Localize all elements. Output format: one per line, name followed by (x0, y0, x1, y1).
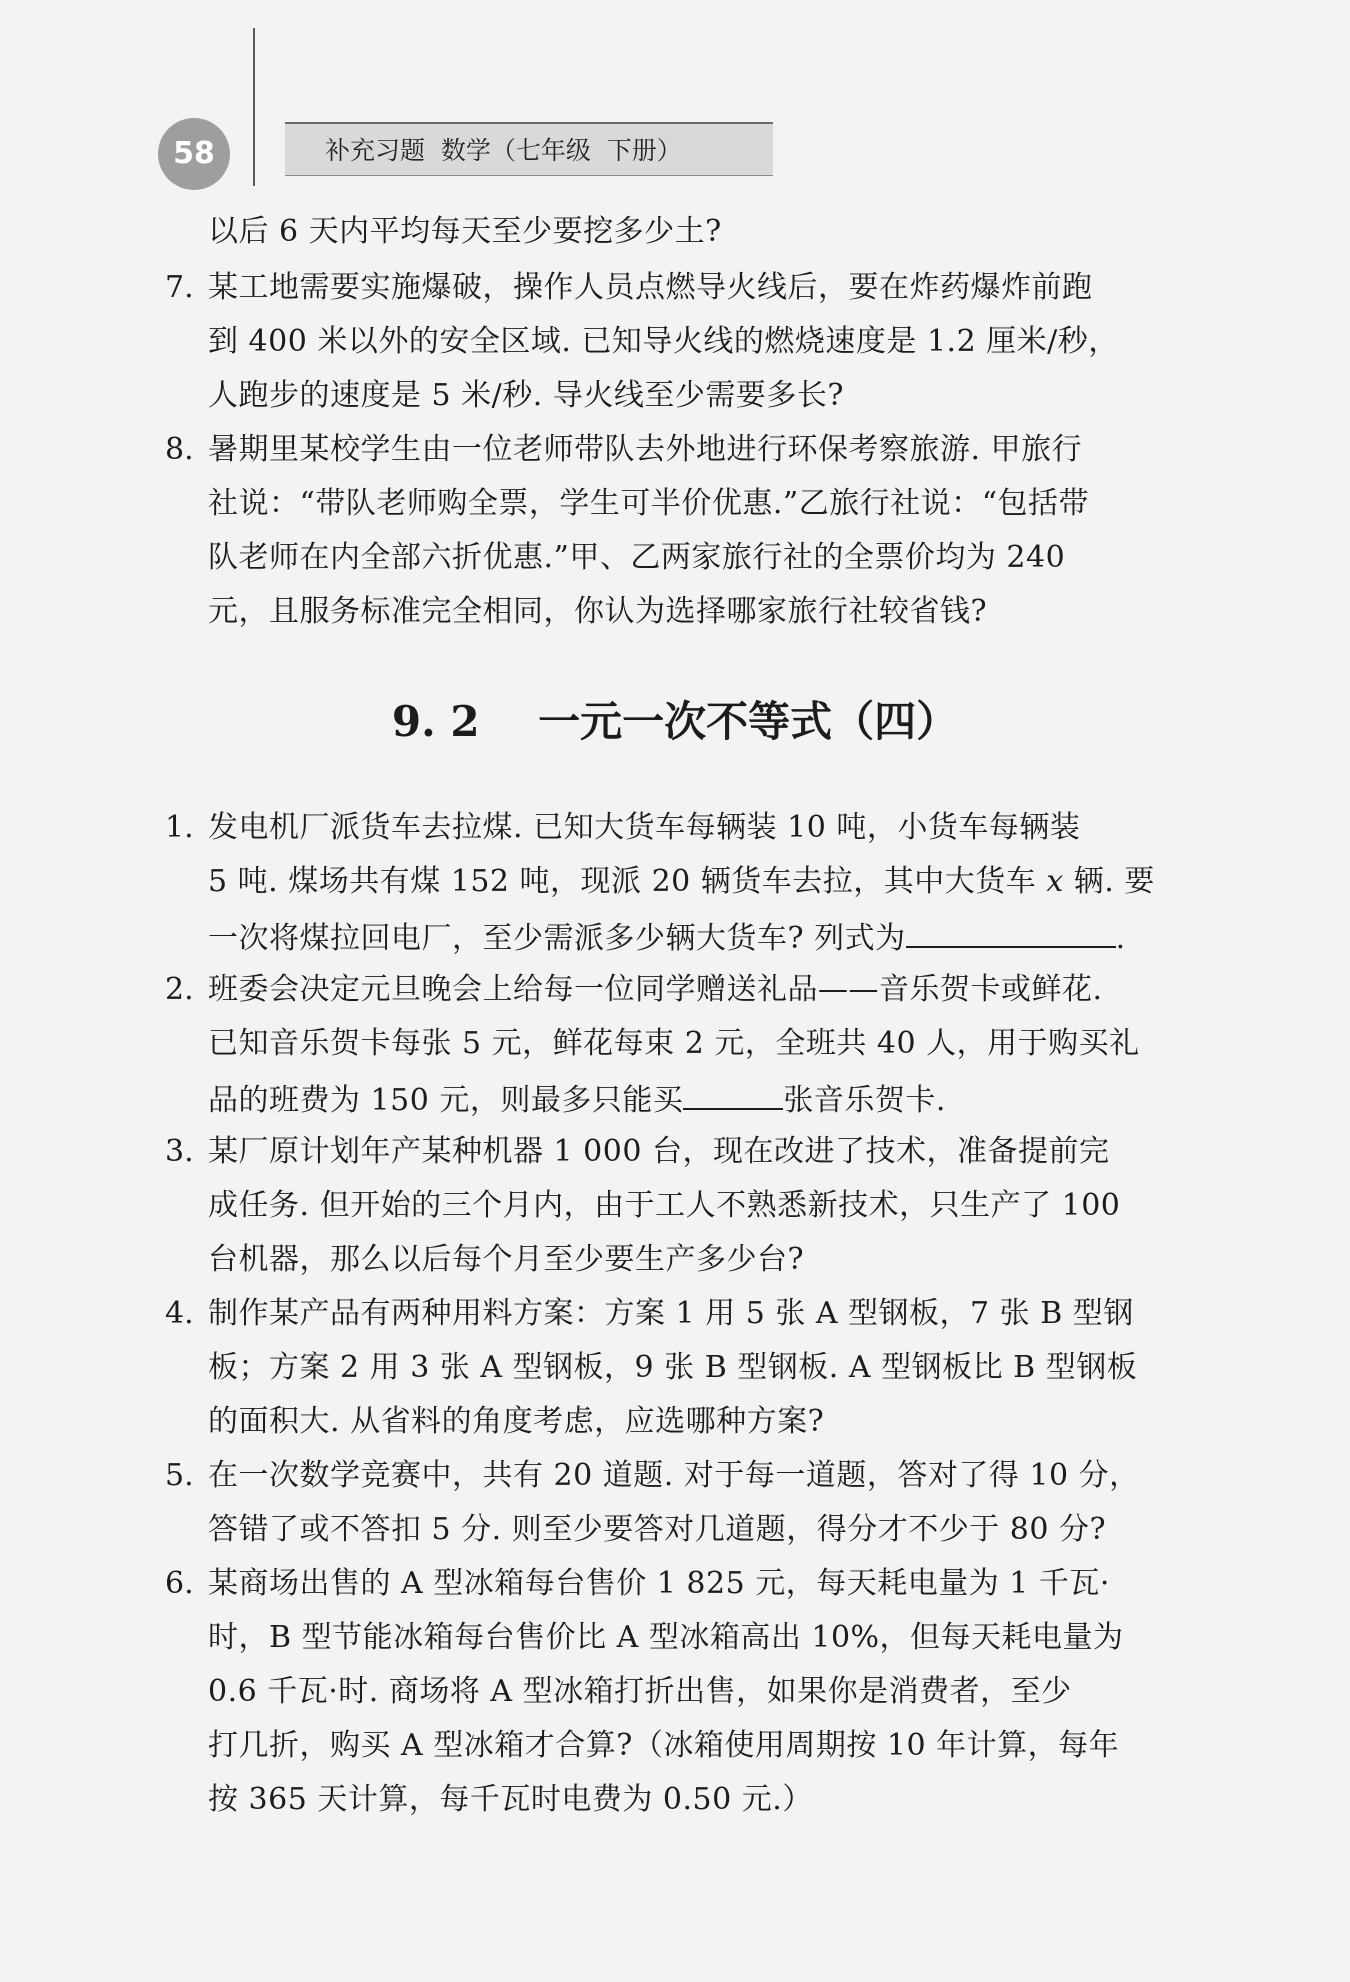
continuation-line: 以后 6 天内平均每天至少要挖多少土? (208, 214, 722, 249)
problem-6-line-5: 按 365 天计算，每千瓦时电费为 0.50 元.） (208, 1782, 813, 1817)
problem-5-number: 5. (165, 1458, 194, 1493)
problem-2-line-1: 班委会决定元旦晚会上给每一位同学赠送礼品——音乐贺卡或鲜花. (208, 972, 1103, 1007)
problem-6-line-3: 0.6 千瓦·时. 商场将 A 型冰箱打折出售，如果你是消费者，至少 (208, 1674, 1072, 1709)
problem-1-line-2 (208, 862, 1155, 902)
problem-8-line-3: 队老师在内全部六折优惠.”甲、乙两家旅行社的全票价均为 240 (208, 540, 1066, 575)
problem-2-line-3-text-a: 品的班费为 150 元，则最多只能买 (208, 1083, 684, 1118)
problem-2-number: 2. (165, 972, 194, 1007)
problem-6-number: 6. (165, 1566, 194, 1601)
problem-8-line-1: 暑期里某校学生由一位老师带队去外地进行环保考察旅游. 甲旅行 (208, 432, 1083, 467)
section-title: 9. 2 一元一次不等式（四） (391, 697, 959, 746)
problem-7-line-2: 到 400 米以外的安全区域. 已知导火线的燃烧速度是 1.2 厘米/秒， (208, 324, 1119, 359)
problem-4-number: 4. (165, 1296, 194, 1331)
page-number: 58 (158, 118, 230, 190)
problem-3-line-3: 台机器，那么以后每个月至少要生产多少台? (208, 1242, 805, 1277)
answer-blank-2[interactable] (683, 1078, 783, 1110)
problem-6-line-1: 某商场出售的 A 型冰箱每台售价 1 825 元，每天耗电量为 1 千瓦· (208, 1566, 1110, 1601)
answer-blank-1[interactable] (906, 916, 1116, 948)
problem-1-line-3 (208, 916, 1126, 959)
problem-1-line-1: 发电机厂派货车去拉煤. 已知大货车每辆装 10 吨，小货车每辆装 (208, 810, 1081, 845)
problem-2-line-3 (208, 1078, 946, 1121)
problem-6-line-2: 时，B 型节能冰箱每台售价比 A 型冰箱高出 10%，但每天耗电量为 (208, 1620, 1124, 1655)
problem-8-line-2: 社说：“带队老师购全票，学生可半价优惠.”乙旅行社说：“包括带 (208, 486, 1090, 521)
problem-7-number: 7. (165, 270, 194, 305)
problem-7-line-3: 人跑步的速度是 5 米/秒. 导火线至少需要多长? (208, 378, 844, 413)
problem-8-number: 8. (165, 432, 194, 467)
problem-5-line-2: 答错了或不答扣 5 分. 则至少要答对几道题，得分才不少于 80 分? (208, 1512, 1107, 1547)
problem-4-line-1: 制作某产品有两种用料方案：方案 1 用 5 张 A 型钢板，7 张 B 型钢 (208, 1296, 1134, 1331)
problem-2-line-3-text-b: 张音乐贺卡. (783, 1083, 946, 1118)
problem-3-line-1: 某厂原计划年产某种机器 1 000 台，现在改进了技术，准备提前完 (208, 1134, 1110, 1169)
problem-8-line-4: 元，且服务标准完全相同，你认为选择哪家旅行社较省钱? (208, 594, 988, 629)
problem-1-line-2-text-b: 辆. 要 (1063, 864, 1155, 899)
problem-1-line-2-text-a: 5 吨. 煤场共有煤 152 吨，现派 20 辆货车去拉，其中大货车 (208, 864, 1047, 899)
header-vertical-rule (253, 28, 255, 186)
problem-1-line-3-text-b: . (1115, 921, 1126, 956)
problem-6-line-4: 打几折，购买 A 型冰箱才合算?（冰箱使用周期按 10 年计算，每年 (208, 1728, 1120, 1763)
problem-2-line-2: 已知音乐贺卡每张 5 元，鲜花每束 2 元，全班共 40 人，用于购买礼 (208, 1026, 1140, 1061)
problem-4-line-2: 板；方案 2 用 3 张 A 型钢板，9 张 B 型钢板. A 型钢板比 B 型钢板 (208, 1350, 1138, 1385)
running-title: 补充习题 数学（七年级 下册） (285, 122, 773, 176)
problem-7-line-1: 某工地需要实施爆破，操作人员点燃导火线后，要在炸药爆炸前跑 (208, 270, 1093, 305)
problem-3-number: 3. (165, 1134, 194, 1169)
problem-1-line-3-text-a: 一次将煤拉回电厂，至少需派多少辆大货车? 列式为 (208, 921, 906, 956)
problem-4-line-3: 的面积大. 从省料的角度考虑，应选哪种方案? (208, 1404, 825, 1439)
problem-1-number: 1. (165, 810, 194, 845)
problem-3-line-2: 成任务. 但开始的三个月内，由于工人不熟悉新技术，只生产了 100 (208, 1188, 1121, 1223)
variable-x: x (1046, 864, 1064, 899)
problem-5-line-1: 在一次数学竞赛中，共有 20 道题. 对于每一道题，答对了得 10 分， (208, 1458, 1140, 1493)
